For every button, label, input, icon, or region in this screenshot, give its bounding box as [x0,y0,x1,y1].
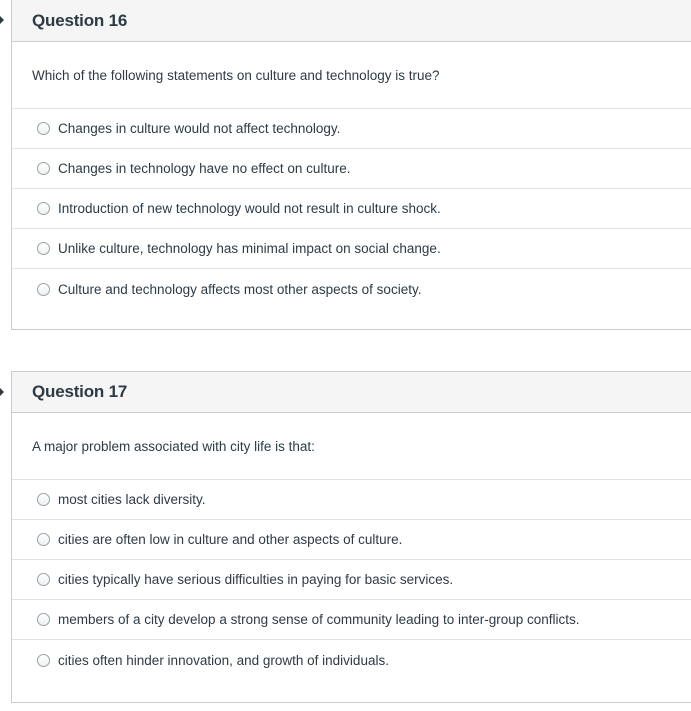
answer-label: Unlike culture, technology has minimal impact on social change. [58,241,441,256]
answer-option[interactable] [12,269,691,309]
caret-right-icon [0,388,4,396]
radio-button-icon[interactable] [37,162,50,175]
radio-button-icon[interactable] [37,654,50,667]
answer-label: cities typically have serious difficulties in paying for basic services. [58,572,454,587]
answer-label: Changes in technology have no effect on culture. [58,161,351,176]
answer-option[interactable] [12,189,691,229]
question-16 [11,0,691,330]
question-header [12,372,691,413]
question-text: Which of the following statements on culture and technology is true? [12,42,691,109]
question-title: Question 17 [32,382,128,401]
radio-button-icon[interactable] [37,202,50,215]
radio-button-icon[interactable] [37,493,50,506]
radio-button-icon[interactable] [37,242,50,255]
answer-option[interactable] [12,640,691,680]
answer-list [12,480,691,680]
answer-label: members of a city develop a strong sense of community leading to inter-group conflicts. [58,612,580,627]
radio-button-icon[interactable] [37,283,50,296]
answer-option[interactable] [12,109,691,149]
answer-option[interactable] [12,600,691,640]
answer-option[interactable] [12,149,691,189]
caret-right-icon [0,16,4,24]
question-title: Question 16 [32,10,128,30]
answer-label: cities are often low in culture and other aspects of culture. [58,532,403,547]
radio-button-icon[interactable] [37,613,50,626]
answer-list [12,109,691,309]
answer-label: Culture and technology affects most other aspects of society. [58,281,422,297]
answer-label: cities often hinder innovation, and growth of individuals. [58,652,389,668]
answer-option[interactable] [12,229,691,269]
question-text: A major problem associated with city life is that: [12,413,691,480]
answer-label: most cities lack diversity. [58,492,206,507]
radio-button-icon[interactable] [37,573,50,586]
question-header [12,0,691,42]
question-17 [11,371,691,703]
answer-label: Introduction of new technology would not result in culture shock. [58,201,441,216]
answer-option[interactable] [12,520,691,560]
answer-option[interactable] [12,480,691,520]
radio-button-icon[interactable] [37,122,50,135]
radio-button-icon[interactable] [37,533,50,546]
answer-option[interactable] [12,560,691,600]
answer-label: Changes in culture would not affect technology. [58,121,341,136]
